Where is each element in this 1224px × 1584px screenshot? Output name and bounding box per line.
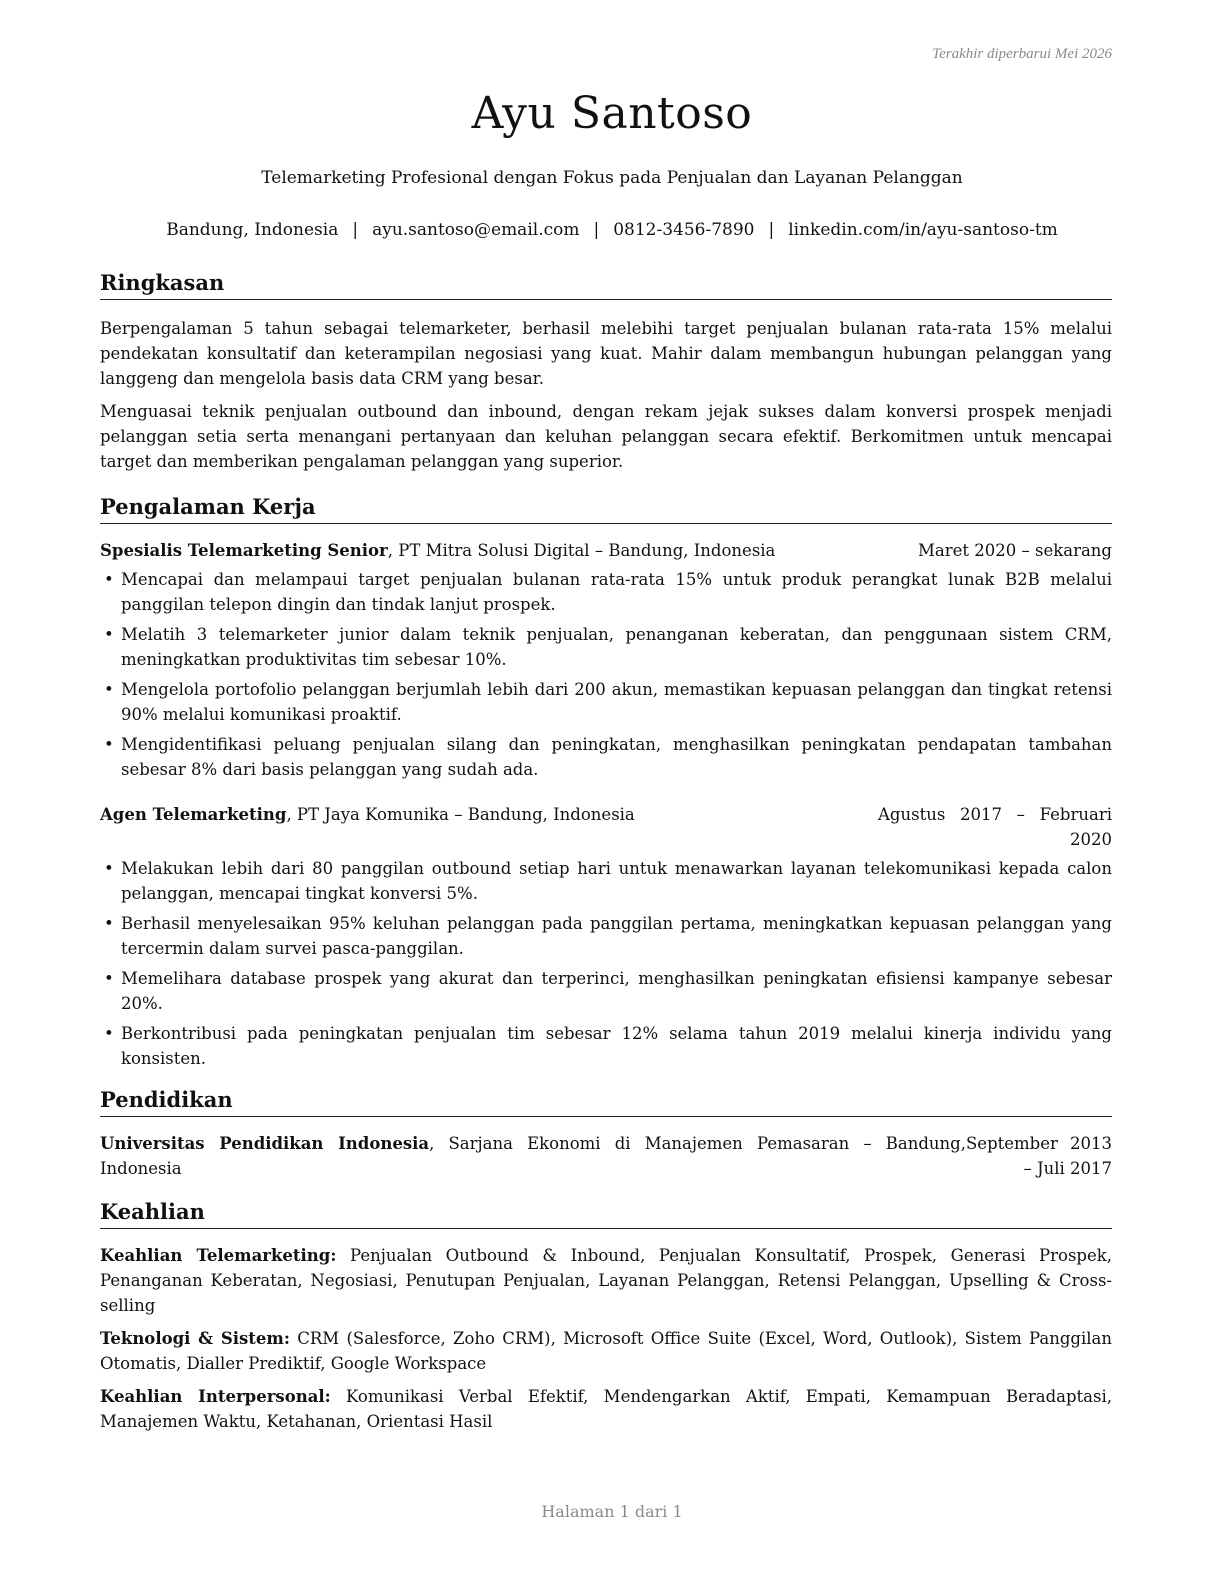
job-company: , PT Mitra Solusi Digital – Bandung, Indonesia xyxy=(387,541,776,560)
list-item xyxy=(100,567,1112,617)
bullet-icon: • xyxy=(104,914,114,933)
bullet-text: Melakukan lebih dari 80 panggilan outbound setiap hari untuk menawarkan layanan telekomunikasi kepada calon pelanggan, mencapai tingkat konversi 5%. xyxy=(121,859,1112,903)
job-role: Agen Telemarketing xyxy=(100,805,287,824)
contact-linkedin[interactable]: linkedin.com/in/ayu-santoso-tm xyxy=(788,220,1058,240)
skill-group-text: Komunikasi Verbal Efektif, Mendengarkan Aktif, Empati, Kemampuan Beradaptasi, Manajemen Waktu, Ketahanan, Orientasi Hasil xyxy=(100,1387,1112,1431)
bullet-icon: • xyxy=(104,859,114,878)
job-header xyxy=(100,538,1112,563)
section-title-skills: Keahlian xyxy=(100,1197,1112,1229)
job-bullets xyxy=(100,567,1112,782)
page-number: Halaman 1 dari 1 xyxy=(541,1502,683,1521)
section-title-education: Pendidikan xyxy=(100,1085,1112,1117)
list-item xyxy=(100,677,1112,727)
bullet-text: Mencapai dan melampaui target penjualan bulanan rata-rata 15% untuk produk perangkat lunak B2B melalui panggilan telepon dingin dan tindak lanjut prospek. xyxy=(121,570,1112,614)
skill-group xyxy=(100,1326,1112,1376)
skill-group xyxy=(100,1243,1112,1318)
section-title-summary: Ringkasan xyxy=(100,268,1112,300)
skill-group-label: Teknologi & Sistem: xyxy=(100,1329,290,1348)
section-title-experience: Pengalaman Kerja xyxy=(100,492,1112,524)
education-entry xyxy=(100,1131,1112,1181)
job-entry xyxy=(100,802,1112,1071)
bullet-text: Berhasil menyelesaikan 95% keluhan pelanggan pada panggilan pertama, meningkatkan kepuasan pelanggan yang tercermin dalam survei pasca-panggilan. xyxy=(121,914,1112,958)
bullet-text: Mengelola portofolio pelanggan berjumlah lebih dari 200 akun, memastikan kepuasan pelanggan dan tingkat retensi 90% melalui komunikasi proaktif. xyxy=(121,680,1112,724)
skills-section xyxy=(100,1197,1112,1434)
education-detail: , Sarjana Ekonomi di Manajemen Pemasaran – Bandung, Indonesia xyxy=(100,1134,966,1178)
summary-paragraph: Berpengalaman 5 tahun sebagai telemarketer, berhasil melebihi target penjualan bulanan rata-rata 15% melalui pendekatan konsultatif dan keterampilan negosiasi yang kuat. Mahir dalam membangun hubungan pelanggan yang langgeng dan mengelola basis data CRM yang besar. xyxy=(100,319,1112,388)
bullet-text: Melatih 3 telemarketer junior dalam teknik penjualan, penanganan keberatan, dan penggunaan sistem CRM, meningkatkan produktivitas tim sebesar 10%. xyxy=(121,625,1112,669)
list-item xyxy=(100,966,1112,1016)
skill-group-text: CRM (Salesforce, Zoho CRM), Microsoft Office Suite (Excel, Word, Outlook), Sistem Panggilan Otomatis, Dialler Prediktif, Google Workspace xyxy=(100,1329,1112,1373)
contact-separator: | xyxy=(768,220,775,240)
bullet-icon: • xyxy=(104,969,114,988)
bullet-text: Memelihara database prospek yang akurat dan terperinci, menghasilkan peningkatan efisiensi kampanye sebesar 20%. xyxy=(121,969,1112,1013)
job-dates: Agustus 2017 – Februari 2020 xyxy=(878,805,1112,849)
list-item xyxy=(100,911,1112,961)
skill-group-label: Keahlian Telemarketing: xyxy=(100,1246,337,1265)
list-item xyxy=(100,732,1112,782)
contact-line xyxy=(0,220,1224,240)
job-entry xyxy=(100,538,1112,782)
bullet-text: Mengidentifikasi peluang penjualan silang dan peningkatan, menghasilkan peningkatan pendapatan tambahan sebesar 8% dari basis pelanggan yang sudah ada. xyxy=(121,735,1112,779)
education-line xyxy=(100,1131,966,1181)
contact-phone: 0812-3456-7890 xyxy=(613,220,755,240)
job-title-line xyxy=(100,538,918,563)
summary-paragraph: Menguasai teknik penjualan outbound dan inbound, dengan rekam jejak sukses dalam konversi prospek menjadi pelanggan setia serta menangani pertanyaan dan keluhan pelanggan secara efektif. Berkomitmen untuk mencapai target dan memberikan pengalaman pelanggan yang superior. xyxy=(100,402,1112,471)
job-company: , PT Jaya Komunika – Bandung, Indonesia xyxy=(286,805,635,824)
skill-group xyxy=(100,1384,1112,1434)
last-updated-note: Terakhir diperbarui Mei 2026 xyxy=(932,46,1112,62)
education-section xyxy=(100,1085,1112,1181)
skill-group-label: Keahlian Interpersonal: xyxy=(100,1387,331,1406)
contact-email[interactable]: ayu.santoso@email.com xyxy=(372,220,580,240)
contact-separator: | xyxy=(593,220,600,240)
job-role: Spesialis Telemarketing Senior xyxy=(100,541,388,560)
bullet-icon: • xyxy=(104,735,114,754)
professional-tagline: Telemarketing Profesional dengan Fokus pada Penjualan dan Layanan Pelanggan xyxy=(261,168,963,188)
bullet-icon: • xyxy=(104,570,114,589)
bullet-icon: • xyxy=(104,625,114,644)
summary-section xyxy=(100,268,1112,474)
bullet-icon: • xyxy=(104,1024,114,1043)
contact-separator: | xyxy=(352,220,359,240)
education-school: Universitas Pendidikan Indonesia xyxy=(100,1134,430,1153)
job-title-line xyxy=(100,802,878,852)
candidate-name: Ayu Santoso xyxy=(471,88,753,139)
education-dates: September 2013 – Juli 2017 xyxy=(966,1134,1112,1178)
contact-location: Bandung, Indonesia xyxy=(166,220,339,240)
experience-section xyxy=(100,492,1112,1071)
resume-content xyxy=(100,268,1112,1448)
skill-group-text: Penjualan Outbound & Inbound, Penjualan Konsultatif, Prospek, Generasi Prospek, Penanganan Keberatan, Negosiasi, Penutupan Penjualan, Layanan Pelanggan, Retensi Pelanggan, Upselling & Cross-selling xyxy=(100,1246,1112,1315)
bullet-icon: • xyxy=(104,680,114,699)
job-bullets xyxy=(100,856,1112,1071)
bullet-text: Berkontribusi pada peningkatan penjualan tim sebesar 12% selama tahun 2019 melalui kinerja individu yang konsisten. xyxy=(121,1024,1112,1068)
job-dates: Maret 2020 – sekarang xyxy=(918,541,1112,560)
list-item xyxy=(100,622,1112,672)
job-header xyxy=(100,802,1112,852)
list-item xyxy=(100,1021,1112,1071)
list-item xyxy=(100,856,1112,906)
